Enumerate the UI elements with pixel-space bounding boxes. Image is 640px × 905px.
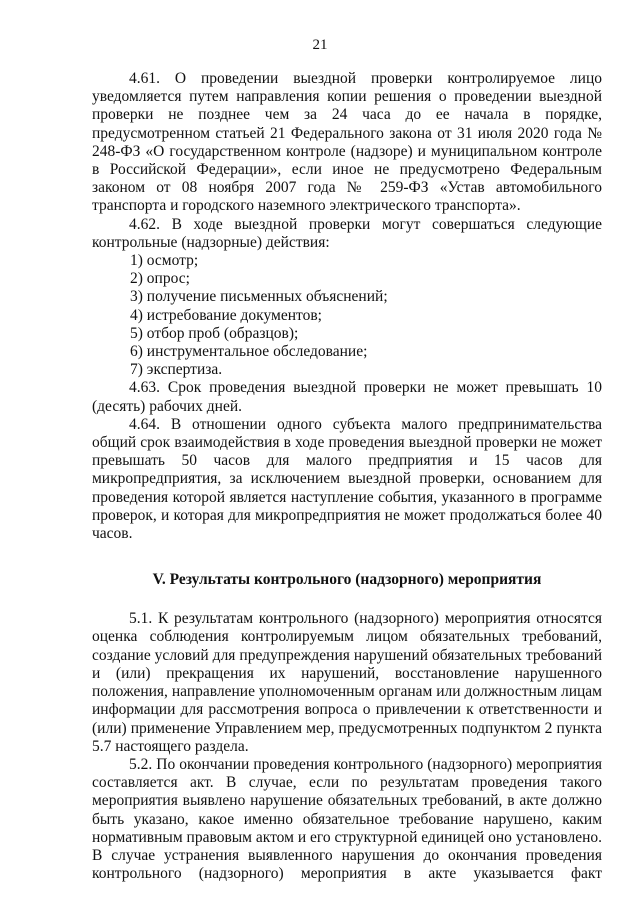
paragraph-4-61: 4.61. О проведении выездной проверки контролируемое лицо уведомляется путем направления копии решения о проведении выездной проверки не позднее чем за 24 часа до ее начала в порядке, предусмотренном статьей 21 Федерального закона от 31 июля 2020 года № 248-ФЗ «О государственном контроле (надзоре) и муниципальном контроле в Российской Федерации», если иное не предусмотрено Федеральным законом от 08 ноября 2007 года № 259-ФЗ «Устав автомобильного транспорта и городского наземного электрического транспорта». <box>92 70 602 215</box>
list-item: 4) истребование документов; <box>130 306 322 324</box>
page-number: 21 <box>312 37 328 53</box>
list-item: 6) инструментальное обследование; <box>130 343 368 361</box>
actions-list <box>92 252 602 379</box>
paragraph-4-64: 4.64. В отношении одного субъекта малого предпринимательства общий срок взаимодействия в ходе проведения выездной проверки не может превышать 50 часов для малого предприятия и 15 часов для микропредприятия, за исключением выездной проверки, основанием для проведения которой является наступление события, указанного в программе проверок, и которая для микропредприятия не может продолжаться более 40 часов. <box>92 415 602 543</box>
section-heading: V. Результаты контрольного (надзорного) мероприятия <box>152 571 542 589</box>
paragraph-4-63: 4.63. Срок проведения выездной проверки не может превышать 10 (десять) рабочих дней. <box>92 379 602 415</box>
list-item: 5) отбор проб (образцов); <box>130 324 299 342</box>
list-item: 1) осмотр; <box>130 252 199 270</box>
paragraph-5-2: 5.2. По окончании проведения контрольного (надзорного) мероприятия составляется акт. В случае, если по результатам проведения такого мероприятия выявлено нарушение обязательных требований, в акте должно быть указано, какое именно обязательное требование нарушено, каким нормативным правовым актом и его структурной единицей оно установлено. В случае устранения выявленного нарушения до окончания проведения контрольного (надзорного) мероприятия в акте указывается факт <box>92 755 602 883</box>
list-item: 2) опрос; <box>130 270 190 288</box>
paragraph-5-1: 5.1. К результатам контрольного (надзорного) мероприятия относятся оценка соблюдения контролируемым лицом обязательных требований, создание условий для предупреждения нарушений обязательных требований и (или) прекращения их нарушений, восстановление нарушенного положения, направление уполномоченным органам или должностным лицам информации для рассмотрения вопроса о привлечении к ответственности и (или) применение Управлением мер, предусмотренных подпунктом 2 пункта 5.7 настоящего раздела. <box>92 610 602 755</box>
paragraph-4-62: 4.62. В ходе выездной проверки могут совершаться следующие контрольные (надзорные) действия: <box>92 215 602 251</box>
list-item: 3) получение письменных объяснений; <box>130 288 388 306</box>
page-content <box>92 70 602 883</box>
list-item: 7) экспертиза. <box>130 361 223 379</box>
